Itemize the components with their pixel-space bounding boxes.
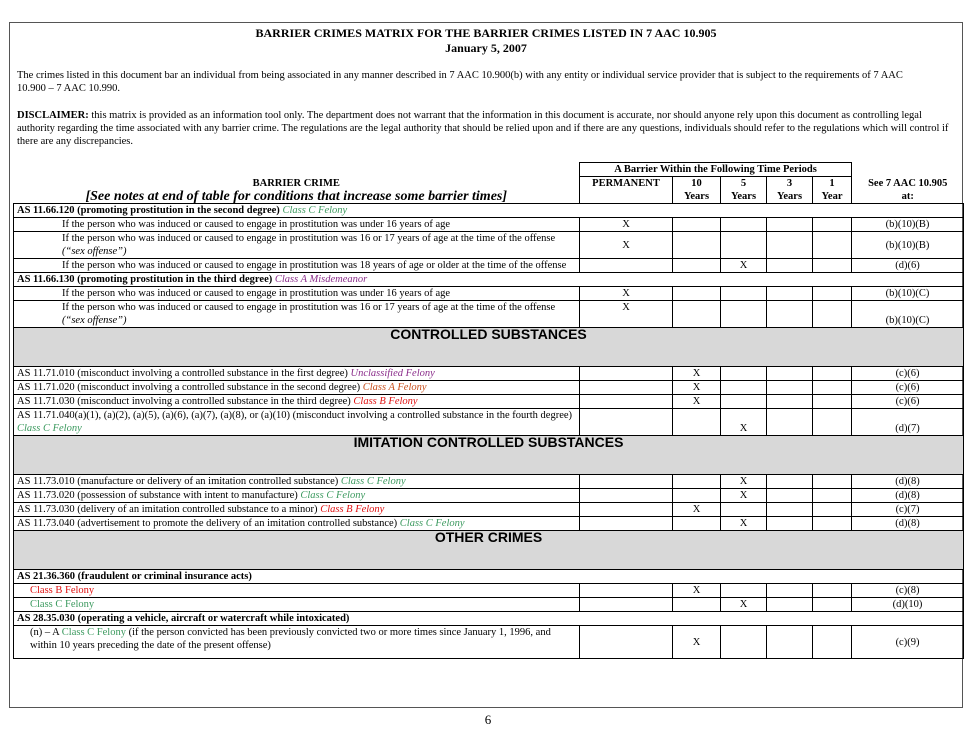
mark-10-years: X xyxy=(673,503,721,517)
mark-10-years: X xyxy=(673,584,721,598)
periods-caption: A Barrier Within the Following Time Periods xyxy=(580,163,852,177)
table-row xyxy=(14,612,964,626)
mark-5-years: X xyxy=(721,598,767,612)
table-row: If the person who was induced or caused to engage in prostitution was 16 or 17 years of age at the time of the offense (“sex offense”) X (b)(10)(B) xyxy=(14,232,964,259)
barrier-crimes-table xyxy=(13,162,964,659)
table-row: (n) – A Class C Felony (if the person convicted has been previously convicted two or more times since January 1, 1996, and within 10 years preceding the date of the present offense) X (c)(9) xyxy=(14,626,964,659)
mark-permanent: X xyxy=(580,301,673,328)
table-row: If the person who was induced or caused to engage in prostitution was 16 or 17 years of age at the time of the offense (“sex offense”) X (b)(10)(C) xyxy=(14,301,964,328)
table-row: AS 11.71.010 (misconduct involving a controlled substance in the first degree) Unclassified Felony X (c)(6) xyxy=(14,367,964,381)
disclaimer-text: this matrix is provided as an information tool only. The department does not warrant that the information in this document is accurate, nor should anyone rely upon this document as controlling legal authority regarding the time associated with any barrier crime. The regulations are the legal authority that should be relied upon and if there are any questions, individuals should refer to the regulations which will control if there are any discrepancies. xyxy=(17,110,949,147)
crime-heading: AS 11.66.120 (promoting prostitution in the second degree) Class C Felony xyxy=(14,204,964,218)
table-row: If the person who was induced or caused to engage in prostitution was under 16 years of age X (b)(10)(C) xyxy=(14,287,964,301)
table-row: If the person who was induced or caused to engage in prostitution was 18 years of age or older at the time of the offense X (d)(6) xyxy=(14,259,964,273)
table-note: [See notes at end of table for conditions that increase some barrier times] xyxy=(85,189,508,204)
table-row xyxy=(14,273,964,287)
crime-column-header: BARRIER CRIME [See notes at end of table for conditions that increase some barrier times] xyxy=(14,163,580,204)
document-title: BARRIER CRIMES MATRIX FOR THE BARRIER CRIMES LISTED IN 7 AAC 10.905 xyxy=(255,26,717,40)
table-row: AS 11.71.040(a)(1), (a)(2), (a)(5), (a)(6), (a)(7), (a)(8), or (a)(10) (misconduct involving a controlled substance in the fourth degree) Class C Felony X (d)(7) xyxy=(14,409,964,436)
mark-10-years: X xyxy=(673,395,721,409)
section-header: CONTROLLED SUBSTANCES xyxy=(14,328,964,367)
mark-5-years: X xyxy=(721,409,767,436)
table-row: Class C Felony X (d)(10) xyxy=(14,598,964,612)
page-number: 6 xyxy=(484,712,492,727)
ten-years-header: 10 Years xyxy=(673,177,721,204)
table-header-row-1 xyxy=(14,163,964,177)
mark-10-years: X xyxy=(673,367,721,381)
mark-10-years: X xyxy=(673,381,721,395)
one-year-header: 1 Year xyxy=(813,177,852,204)
mark-permanent: X xyxy=(580,287,673,301)
table-row xyxy=(14,570,964,584)
disclaimer-label: DISCLAIMER: xyxy=(17,110,89,121)
table-row: AS 11.73.030 (delivery of an imitation controlled substance to a minor) Class B Felony X (c)(7) xyxy=(14,503,964,517)
mark-5-years: X xyxy=(721,517,767,531)
table-row: AS 11.73.020 (possession of substance with intent to manufacture) Class C Felony X (d)(8) xyxy=(14,489,964,503)
three-years-header: 3 Years xyxy=(767,177,813,204)
section-header: IMITATION CONTROLLED SUBSTANCES xyxy=(14,436,964,475)
crime-heading: AS 21.36.360 (fraudulent or criminal insurance acts) xyxy=(14,570,964,584)
see-aac-header: See 7 AAC 10.905 at: xyxy=(852,163,964,204)
mark-5-years: X xyxy=(721,475,767,489)
table-row: AS 11.71.030 (misconduct involving a controlled substance in the third degree) Class B Felony X (c)(6) xyxy=(14,395,964,409)
crime-heading: AS 28.35.030 (operating a vehicle, aircraft or watercraft while intoxicated) xyxy=(14,612,964,626)
table-row: If the person who was induced or caused to engage in prostitution was under 16 years of age X (b)(10)(B) xyxy=(14,218,964,232)
table-row: AS 11.73.010 (manufacture or delivery of an imitation controlled substance) Class C Felony X (d)(8) xyxy=(14,475,964,489)
table-row xyxy=(14,204,964,218)
section-header: OTHER CRIMES xyxy=(14,531,964,570)
intro-paragraph: The crimes listed in this document bar an individual from being associated in any manner described in 7 AAC 10.900(b) with any entity or individual service provider that is subject to the requirements of 7 AAC 10.900 – 7 AAC 10.990. xyxy=(17,70,903,94)
mark-permanent: X xyxy=(580,232,673,259)
document-date: January 5, 2007 xyxy=(445,41,527,55)
table-row: Class B Felony X (c)(8) xyxy=(14,584,964,598)
table-row: AS 11.73.040 (advertisement to promote the delivery of an imitation controlled substance) Class C Felony X (d)(8) xyxy=(14,517,964,531)
mark-5-years: X xyxy=(721,259,767,273)
permanent-header: PERMANENT xyxy=(580,177,673,204)
disclaimer-paragraph xyxy=(17,109,959,148)
mark-permanent: X xyxy=(580,218,673,232)
five-years-header: 5 Years xyxy=(721,177,767,204)
mark-10-years: X xyxy=(673,626,721,659)
table-row: AS 11.71.020 (misconduct involving a controlled substance in the second degree) Class A Felony X (c)(6) xyxy=(14,381,964,395)
mark-5-years: X xyxy=(721,489,767,503)
crime-heading: AS 11.66.130 (promoting prostitution in the third degree) Class A Misdemeanor xyxy=(14,273,964,287)
